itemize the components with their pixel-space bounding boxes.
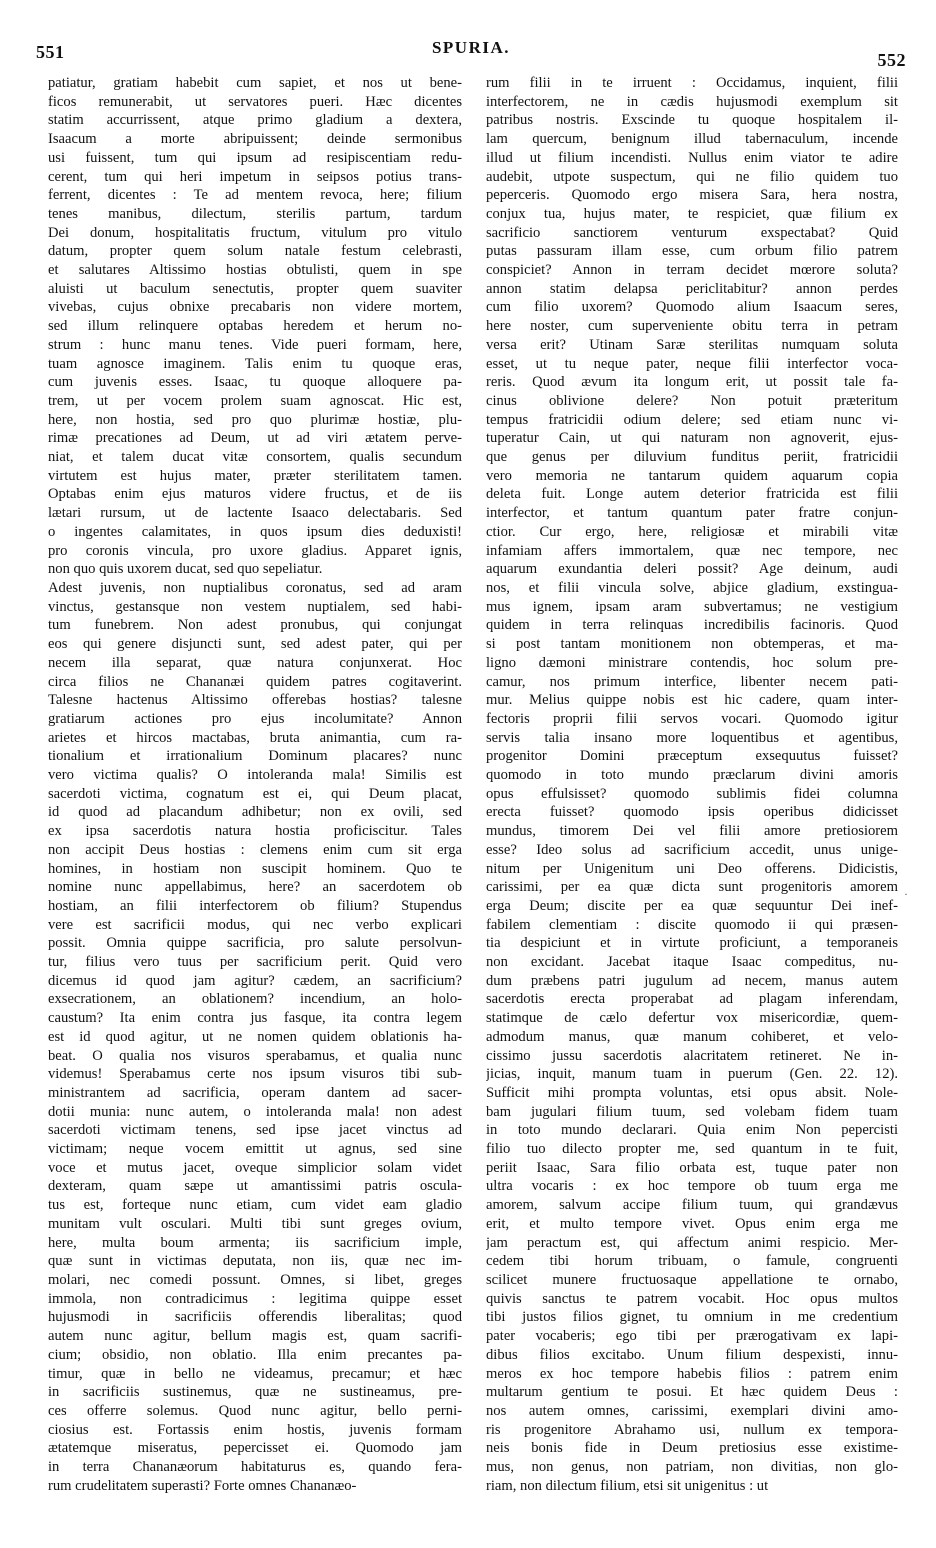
- text-line: si post tantam monitionem non obtemperas, et ma-: [486, 636, 898, 653]
- text-line: datum, propter quem solum natale festum celebrasti,: [48, 243, 462, 260]
- text-line: munitam vult osculari. Multi tibi sunt greges ovium,: [48, 1215, 462, 1232]
- text-line: fabilem clementiam : discite quomodo ii qui præsen-: [486, 916, 898, 933]
- text-line: opus effulsisset? quomodo sublimis fidei columna: [486, 785, 898, 802]
- text-line: pro coronis vincula, pro uxore gladius. Apparet ignis,: [48, 542, 462, 559]
- text-line: ultra vocaris : ex hoc tempore ob tuum erga me: [486, 1178, 898, 1195]
- text-line: tempus fratricidii odium delere; sed etiam nunc vi-: [486, 411, 898, 428]
- text-line: cium; obsidio, non oblatio. Illa enim precantes pa-: [48, 1346, 462, 1363]
- text-line: peperceris. Quomodo ergo misera Sara, hera nostra,: [486, 187, 898, 204]
- text-line: et salutares Altissimo hostias obtulisti, quem in spe: [48, 262, 462, 279]
- running-header: [36, 38, 906, 68]
- text-line: tionalium et irrationalium Dominum placares? nunc: [48, 748, 462, 765]
- text-line: est id quod agitur, ut ne nomen quidem oblationis ha-: [48, 1028, 462, 1045]
- text-line: in sacrificiis sustinemus, quæ ne sustineamus, pre-: [48, 1384, 462, 1401]
- text-line: niat, et talem ducat vitæ consortem, qualis secundum: [48, 449, 462, 466]
- text-line: ficos remunerabit, ut servatores pueri. Hæc dicentes: [48, 93, 462, 110]
- text-line: statimque de cælo defertur vox misericordiæ, quem-: [486, 1010, 898, 1027]
- text-line: amorem, salvum accipe filium tuum, qui grandævus: [486, 1197, 898, 1214]
- text-line: vere est sacrificii modus, qui nec verbo explicari: [48, 916, 462, 933]
- text-line: ciosius est. Fortassis enim hostis, juvenis formam: [48, 1421, 462, 1438]
- text-line: non accipit Deus hostias : clemens enim cum sit erga: [48, 841, 462, 858]
- text-line: homines, in hostiam non suscipit hominem. Quo te: [48, 860, 462, 877]
- text-line: ces offerre solemus. Quod nunc agitur, bello perni-: [48, 1402, 462, 1419]
- text-line: versa erit? Utinam Saræ sterilitas numquam soluta: [486, 336, 898, 353]
- text-line: strum : hunc manu tenes. Vide pueri formam, here,: [48, 336, 462, 353]
- text-line: periit Isaac, Sara filio orbata est, tuque pater non: [486, 1159, 898, 1176]
- text-line: erit, et multo tempore vivet. Opus enim erga me: [486, 1215, 898, 1232]
- text-line: patiatur, gratiam habebit cum sapiet, et nos ut bene-: [48, 75, 462, 91]
- running-title: SPURIA.: [431, 38, 511, 57]
- text-line: ætatemque miseratus, pepercisset ei. Quomodo jam: [48, 1440, 462, 1457]
- text-line: dotii munia: nunc autem, o intoleranda mala! non adest: [48, 1103, 462, 1120]
- text-line: id quod ad placandum adhibetur; non ex ovili, sed: [48, 804, 462, 821]
- text-line: ctior. Cur ergo, here, religiosæ et mirabili vitæ: [486, 523, 898, 540]
- text-line: servis talia insano more loquentibus et agentibus,: [486, 729, 898, 746]
- text-line: tur, filius vero tuus per sacrificium perit. Quid vero: [48, 954, 462, 971]
- text-line: nomine nunc appellabimus, here? an sacerdotem ob: [48, 879, 462, 896]
- text-line: cerent, tum qui heri impetum in seipsos potius trans-: [48, 168, 462, 185]
- text-line: virtutem est hujus mater, præter sterilitatem tamen.: [48, 467, 462, 484]
- text-line: here noster, cum superveniente obitu terra in petram: [486, 318, 898, 335]
- text-line: patribus nostris. Exscinde tu quoque hospitalem il-: [486, 112, 898, 129]
- text-line: Optabas enim ejus maturos videre fructus, et de iis: [48, 486, 462, 503]
- text-line: conjux tua, hujus mater, te respiciet, quæ filium ex: [486, 205, 898, 222]
- text-line: videmus! Sperabamus certe nos ipsum visuros tibi sub-: [48, 1066, 462, 1083]
- text-line: sacrificio sanctiorem venturum exspectabat? Quid: [486, 224, 898, 241]
- text-line: cum filio uxorem? Quomodo alium Isaacum seres,: [486, 299, 898, 316]
- text-line: dexteram, quam sæpe ut amantissimi patris oscula-: [48, 1178, 462, 1195]
- text-line: interfectorem, ne in cædis hujusmodi exemplum sit: [486, 93, 898, 110]
- text-line: neis bonis fide in Deum pretiosius esse existime-: [486, 1440, 898, 1457]
- text-line: sacerdotis erecta properabat ad plagam inferendam,: [486, 991, 898, 1008]
- text-line: tum funebrem. Non adest pronubus, qui conjungat: [48, 617, 462, 634]
- text-line: mundus, timorem Dei vel filii amore pretiosiorem: [486, 823, 898, 840]
- text-line: tuperatur Cain, ut qui naturam non agnoverit, ejus-: [486, 430, 898, 447]
- text-line: caustum? Ita enim contra jus fasque, ita contra legem: [48, 1010, 462, 1027]
- text-line: rum filii in te irruent : Occidamus, inquient, filii: [486, 75, 898, 91]
- text-line: quæ sunt in victimas deputata, non iis, quæ nec im-: [48, 1253, 462, 1270]
- text-line: dibus filios excitabo. Unum filium despexisti, innu-: [486, 1346, 898, 1363]
- text-line: meros ex hoc tempore habebis filios : patrem enim: [486, 1365, 898, 1382]
- text-line: victimam; neque vocem emittit ut agnus, sed sine: [48, 1141, 462, 1158]
- text-line: pater vocaberis; ego tibi per prærogativam ex lapi-: [486, 1328, 898, 1345]
- text-line: Adest juvenis, non nuptialibus coronatus, sed ad aram: [48, 579, 462, 596]
- text-line: tia despiciunt et in virtute proficiunt, a temporaneis: [486, 935, 898, 952]
- text-line: tuam agnosce imaginem. Talis enim tu quoque eras,: [48, 355, 462, 372]
- text-line: fectoris proprii filii servos vocari. Quomodo igitur: [486, 710, 898, 727]
- text-line: eos qui genere disjuncti sunt, sed adest pater, qui per: [48, 636, 462, 653]
- text-line: putas passuram illam esse, cum orbum filio patrem: [486, 243, 898, 260]
- text-line: interfector, et tantum quantum pater fratre conjun-: [486, 505, 898, 522]
- text-line: o ingentes calamitates, in quos ipsum dies deduxisti!: [48, 523, 462, 540]
- text-line: multarum gentium te posui. Et hæc quidem Deus :: [486, 1384, 898, 1401]
- text-line: nos, et filii vincula solve, abjice gladium, exstingua-: [486, 579, 898, 596]
- text-line: que genus per diluvium funditus periit, fratricidii: [486, 449, 898, 466]
- text-line: audebit, utpote suspectum, qui ne filio quidem tuo: [486, 168, 898, 185]
- text-line: dum præbens patri jugulum ad necem, manus autem: [486, 972, 898, 989]
- text-line: erecta fuisset? quomodo ipsis operibus didicisset: [486, 804, 898, 821]
- text-line: in terra Chananæorum habitaturus es, quando fera-: [48, 1459, 462, 1476]
- text-line: riam, non dilectum filium, etsi sit unigenitus : ut: [486, 1477, 769, 1494]
- text-line: ligno dæmoni ministrare contendis, hoc solum pre-: [486, 654, 898, 671]
- text-line: hostiam, an filii interfectorem ob filium? Stupendus: [48, 897, 462, 914]
- text-line: illud ut filium incendisti. Nullus enim viator te adire: [486, 149, 898, 166]
- text-line: ris progenitore Abrahamo usi, nullum ex tempora-: [486, 1421, 898, 1438]
- text-line: ministrantem ad sacrificia, operam dantem ad sacer-: [48, 1084, 462, 1101]
- text-line: sacerdoti victimam tenens, sed ipse jacet vinctus ad: [48, 1122, 462, 1139]
- text-line: here, multa boum armenta; iis sacrificium imple,: [48, 1234, 462, 1251]
- text-line: tus est, forteque nunc etiam, cum videt eam gladio: [48, 1197, 462, 1214]
- text-line: necem illa separat, quæ natura conjunxerat. Hoc: [48, 654, 462, 671]
- text-line: aluisti ut baculum senectutis, propter quem suaviter: [48, 280, 462, 297]
- text-line: scilicet munere fructuosaque appellatione te ornabo,: [486, 1272, 898, 1288]
- text-line: immola, non contradicimus : legitima quippe esset: [48, 1290, 462, 1307]
- text-line: cedem tibi horum tribuam, o famule, congruenti: [486, 1253, 898, 1270]
- text-line: nitum per Unigenitum uni Deo offerens. Didicistis,: [486, 860, 898, 877]
- text-line: timur, quæ in bello ne videamus, precamur; et hæc: [48, 1365, 462, 1382]
- text-line: deleta fuit. Longe autem deterior fratricida est filii: [486, 486, 898, 503]
- text-line: conspiciet? Annon in terram decidet mœrore soluta?: [486, 262, 898, 279]
- text-line: circa filios ne Chananæi quidem patres cogitaverint.: [48, 673, 462, 690]
- text-line: Sufficit mihi prompta voluntas, etsi opus absit. Nole-: [486, 1084, 898, 1101]
- text-line: possit. Omnia quippe sacrificia, pro salute persolvun-: [48, 935, 462, 952]
- text-line: carissimi, per ea quæ dicta sunt progenitoris amorem: [486, 879, 898, 896]
- text-line: non excidant. Jacebat itaque Isaac compeditus, nu-: [486, 954, 898, 971]
- text-line: aquarum exundantia deleri possit? Age deinum, audi: [486, 561, 898, 578]
- text-line: admodum manus, quæ manum cohiberet, et velo-: [486, 1028, 898, 1045]
- text-line: beat. O qualia nos visuros sperabamus, et qualia nunc: [48, 1047, 462, 1064]
- right-page-number: 552: [877, 50, 906, 70]
- text-line: in toto mundo declarari. Quia enim Non pepercisti: [486, 1122, 898, 1139]
- text-line: cinus oblivione delere? Non potuit præteritum: [486, 392, 898, 409]
- text-line: quidem in terra relinquas incredibilis facinoris. Quod: [486, 617, 898, 634]
- text-line: jicias, inquit, manum tuam in puerum (Gen. 22. 12).: [486, 1066, 898, 1083]
- text-line: erga Deum; discite per ea quæ sequuntur Dei inef-: [486, 897, 898, 914]
- text-line: mus, non genus, non patriam, non divitias, non glo-: [486, 1459, 898, 1476]
- text-line: rimæ precationes ad Deum, ut ad viri ætatem perve-: [48, 430, 462, 447]
- text-line: Dei donum, hospitalitatis fructum, vitulum pro vitulo: [48, 224, 462, 241]
- text-line: quomodo in toto mundo præclarum divini amoris: [486, 767, 898, 784]
- text-line: mus ignem, ipsam aram subvertamus; ne vestigium: [486, 598, 898, 615]
- text-line: voce et mutus jacet, oveque simplicior solam videt: [48, 1159, 462, 1176]
- text-line: lætari rursum, ut de lactente Isaaco delectabaris. Sed: [48, 505, 462, 522]
- text-line: ex ipsa sacerdotis natura hostia proficiscitur. Tales: [48, 823, 462, 840]
- text-line: vinctus, gestansque non vestem nuptialem, sed habi-: [48, 598, 462, 615]
- text-line: esse? Ideo solus ad sacrificium accedit, unus unige-: [486, 841, 898, 858]
- text-line: statim accurrissent, atque primo gladium a dextera,: [48, 112, 462, 129]
- text-line: Talesne hactenus Altissimo offerebas hostias? talesne: [48, 692, 462, 709]
- text-line: esset, ut tu neque pater, neque filii interfector voca-: [486, 355, 898, 372]
- text-line: infamiam affers immortalem, quæ nec tempore, nec: [486, 542, 898, 559]
- text-line: rum crudelitatem superasti? Forte omnes Chananæo-: [48, 1477, 357, 1494]
- text-line: lam quercum, benignum illud tabernaculum, incende: [486, 131, 898, 148]
- text-line: quivis sanctus te patrem vocabit. Hoc opus multos: [486, 1290, 898, 1307]
- text-line: progenitor Domini præceptum exsequutus fuisset?: [486, 748, 898, 765]
- text-line: non quo quis uxorem ducat, sed quo sepeliatur.: [48, 561, 323, 578]
- text-line: jam peractum est, qui affectum animi respicio. Mer-: [486, 1234, 898, 1251]
- text-line: bam jugulari filium tuum, sed volebam fidem tuam: [486, 1103, 898, 1120]
- text-line: reris. Quod ævum ita longum erit, ut possit tale fa-: [486, 374, 898, 391]
- text-line: autem nunc agitur, bellum magis est, quam sacrifi-: [48, 1328, 462, 1345]
- text-line: trem, ut per vocem prolem suam agnoscat. Hic est,: [48, 392, 462, 409]
- text-line: cum juvenis esses. Isaac, tu quoque alloquere pa-: [48, 374, 462, 391]
- text-line: annon statim delapsa periclitabitur? annon perdes: [486, 280, 898, 297]
- text-line: here, non hostia, sed pro quo plurimæ hostiæ, plu-: [48, 411, 462, 428]
- text-line: dicemus id quod jam agitur? cædem, an sacrificium?: [48, 972, 462, 989]
- margin-mark: ·: [904, 887, 908, 901]
- text-line: filio tuo dilecto propter me, sed quantum in te fuit,: [486, 1141, 898, 1158]
- text-line: nos autem omnes, carissimi, exemplari divini amo-: [486, 1402, 898, 1419]
- text-line: tibi justos filios gignet, tu omnium in me credentium: [486, 1309, 898, 1326]
- text-line: arietes et hircos mactabas, bruta animantia, cum ra-: [48, 729, 462, 746]
- text-line: usi fuissent, tum qui ipsum ad resipiscentiam redu-: [48, 149, 462, 166]
- text-line: sacerdoti victima, cognatum est ei, qui Deum placat,: [48, 785, 462, 802]
- text-line: vero victima qualis? O intoleranda mala! Similis est: [48, 767, 462, 784]
- text-line: molari, nec comedi possunt. Omnes, si libet, greges: [48, 1272, 462, 1288]
- text-line: ferrent, dicentes : Te ad mentem revoca, here; filium: [48, 187, 462, 204]
- left-text-column: [48, 74, 462, 1495]
- left-page-number: 551: [36, 42, 65, 62]
- text-line: vivebas, cujus obnixe precabaris non videre mortem,: [48, 299, 462, 316]
- text-line: cissimo jussu sacerdotis alacritatem retineret. Ne in-: [486, 1047, 898, 1064]
- text-line: mur. Melius quippe nobis est hic cadere, quam inter-: [486, 692, 898, 709]
- right-text-column: [486, 74, 898, 1495]
- text-line: exsecrationem, an oblationem? incendium, an holo-: [48, 991, 462, 1008]
- text-line: hujusmodi in sacrificiis offerendis liberalitas; quod: [48, 1309, 462, 1326]
- text-line: tenes manibus, dilectum, sterilis partum, tardum: [48, 205, 462, 222]
- text-line: camur, nos primum interfice, libenter necem pati-: [486, 673, 898, 690]
- text-line: sed illum relinquere optabas heredem et herum no-: [48, 318, 462, 335]
- text-line: vero memoria ne tantarum quidem aquarum copia: [486, 467, 898, 484]
- text-line: Isaacum a morte abripuissent; deinde sermonibus: [48, 131, 462, 148]
- text-line: gratiarum actiones pro ejus incolumitate? Annon: [48, 710, 462, 727]
